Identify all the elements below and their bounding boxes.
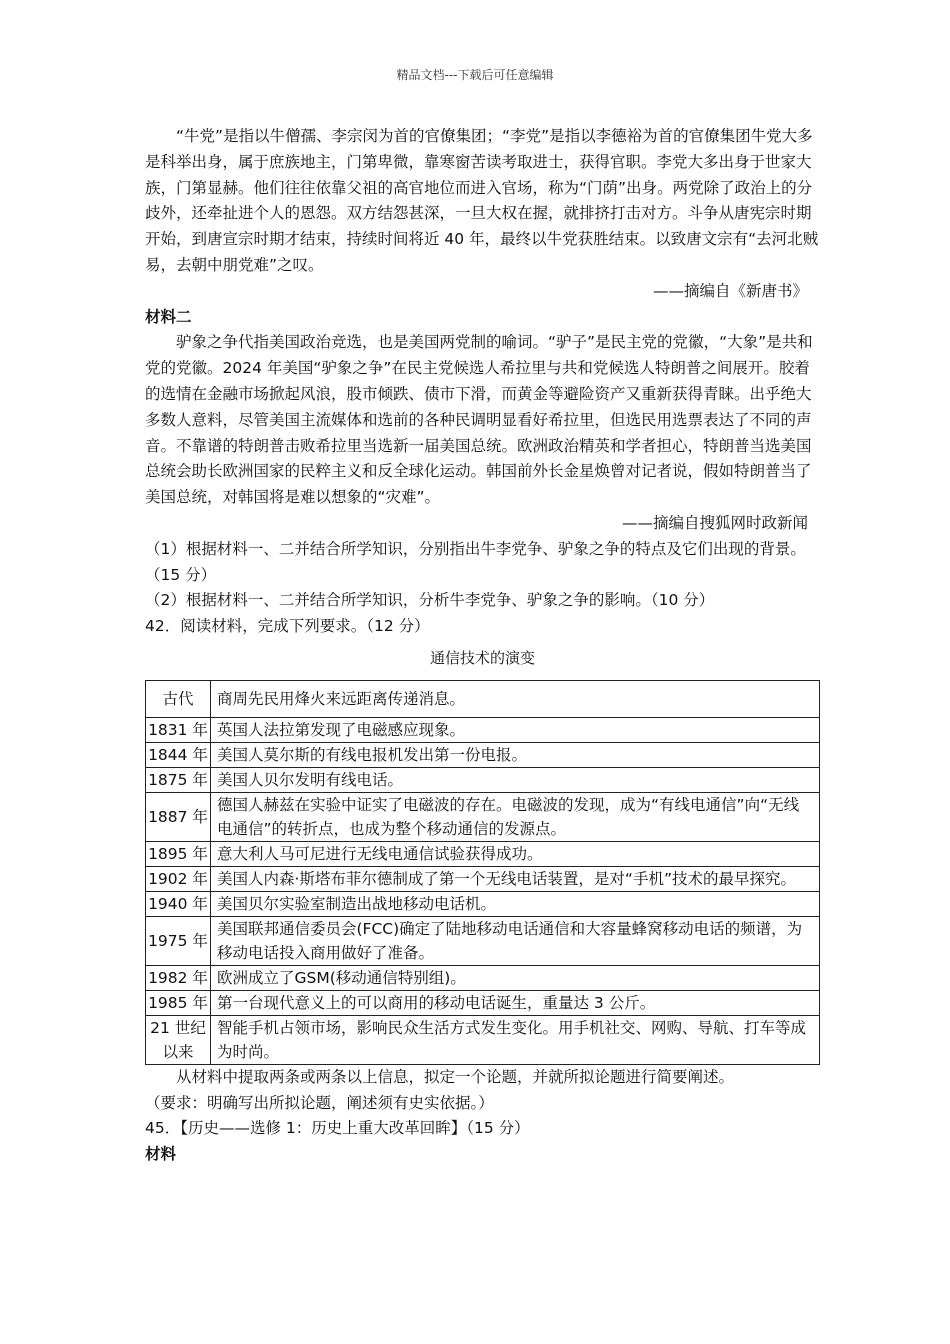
table-cell-year: 1985 年 (146, 990, 211, 1015)
communication-history-table (145, 680, 820, 1065)
table-cell-year: 1895 年 (146, 841, 211, 866)
table-cell-event: 英国人法拉第发现了电磁感应现象。 (211, 717, 820, 742)
table-cell-year: 1902 年 (146, 866, 211, 891)
table-row (146, 742, 820, 767)
table-row (146, 767, 820, 792)
table-cell-event: 德国人赫兹在实验中证实了电磁波的存在。电磁波的发现，成为“有线电通信”向“无线电通信”的转折点，也成为整个移动通信的发源点。 (211, 792, 820, 841)
table-cell-year: 1982 年 (146, 965, 211, 990)
question-1: （1）根据材料一、二并结合所学知识，分别指出牛李党争、驴象之争的特点及它们出现的背景。（15 分） (145, 539, 806, 584)
material1-paragraph: “牛党”是指以牛僧孺、李宗闵为首的官僚集团；“李党”是指以李德裕为首的官僚集团牛党大多是科举出身，属于庶族地主，门第卑微，靠寒窗苦读考取进士，获得官职。李党大多出身于世家大族，门第显赫。他们往往依靠父祖的高官地位而进入官场，称为“门荫”出身。两党除了政治上的分歧外，还牵扯进个人的恩怨。双方结怨甚深，一旦大权在握，就排挤打击对方。斗争从唐宪宗时期开始，到唐宣宗时期才结束，持续时间将近 40 年，最终以牛党获胜结束。以致唐文宗有“去河北贼易，去朝中朋党难”之叹。 (145, 127, 819, 274)
table-cell-year: 21 世纪以来 (146, 1015, 211, 1064)
table-cell-event: 美国人内森·斯塔布菲尔德制成了第一个无线电话装置，是对“手机”技术的最早探究。 (211, 866, 820, 891)
table-cell-event: 美国联邦通信委员会(FCC)确定了陆地移动电话通信和大容量蜂窝移动电话的频谱，为移动电话投入商用做好了准备。 (211, 916, 820, 965)
table-row (146, 841, 820, 866)
table-cell-year: 古代 (146, 680, 211, 717)
table-cell-event: 第一台现代意义上的可以商用的移动电话诞生，重量达 3 公斤。 (211, 990, 820, 1015)
table-cell-event: 商周先民用烽火来远距离传递消息。 (211, 680, 820, 717)
table-row (146, 916, 820, 965)
table-row (146, 792, 820, 841)
table-row (146, 1015, 820, 1064)
task-requirement: （要求：明确写出所拟论题，阐述须有史实依据。） (145, 1093, 494, 1112)
table-row (146, 990, 820, 1015)
table-row (146, 717, 820, 742)
table-cell-event: 美国人贝尔发明有线电话。 (211, 767, 820, 792)
table-cell-year: 1975 年 (146, 916, 211, 965)
document-body (145, 124, 820, 1168)
table-row (146, 680, 820, 717)
task-instruction: 从材料中提取两条或两条以上信息，拟定一个论题，并就所拟论题进行简要阐述。 (176, 1067, 735, 1086)
table-row (146, 965, 820, 990)
table-cell-event: 意大利人马可尼进行无线电通信试验获得成功。 (211, 841, 820, 866)
table-row (146, 891, 820, 916)
table-cell-year: 1887 年 (146, 792, 211, 841)
material1-source: ——摘编自《新唐书》 (652, 281, 808, 300)
material2-source: ——摘编自搜狐网时政新闻 (621, 513, 808, 532)
table-cell-event: 智能手机占领市场，影响民众生活方式发生变化。用手机社交、网购、导航、打车等成为时尚。 (211, 1015, 820, 1064)
table-cell-event: 欧洲成立了GSM(移动通信特别组)。 (211, 965, 820, 990)
question-42: 42．阅读材料，完成下列要求。（12 分） (145, 617, 430, 636)
table-cell-event: 美国贝尔实验室制造出战地移动电话机。 (211, 891, 820, 916)
section-45-material: 材料 (145, 1145, 177, 1164)
table-row (146, 866, 820, 891)
page-header: 精品文档---下载后可任意编辑 (396, 68, 554, 82)
section-45-title: 45．【历史——选修 1：历史上重大改革回眸】（15 分） (145, 1119, 530, 1138)
table-cell-year: 1940 年 (146, 891, 211, 916)
table-cell-year: 1831 年 (146, 717, 211, 742)
table-cell-year: 1844 年 (146, 742, 211, 767)
table-title: 通信技术的演变 (429, 648, 535, 667)
material2-heading: 材料二 (145, 307, 192, 326)
material2-paragraph: 驴象之争代指美国政治竞选，也是美国两党制的喻词。“驴子”是民主党的党徽，“大象”是共和党的党徽。2024 年美国“驴象之争”在民主党候选人希拉里与共和党候选人特朗普之间展开。胶着的选情在金融市场掀起风浪，股市倾跌、债市下滑，而黄金等避险资产又重新获得青睐。出乎绝大多数人意料，尽管美国主流媒体和选前的各种民调明显看好希拉里，但选民用选票表达了不同的声音。不靠谱的特朗普击败希拉里当选新一届美国总统。欧洲政治精英和学者担心，特朗普当选美国总统会助长欧洲国家的民粹主义和反全球化运动。韩国前外长金星焕曾对记者说，假如特朗普当了美国总统，对韩国将是难以想象的“灾难”。 (145, 333, 813, 507)
question-2: （2）根据材料一、二并结合所学知识，分析牛李党争、驴象之争的影响。（10 分） (145, 591, 715, 610)
table-cell-year: 1875 年 (146, 767, 211, 792)
table-cell-event: 美国人莫尔斯的有线电报机发出第一份电报。 (211, 742, 820, 767)
